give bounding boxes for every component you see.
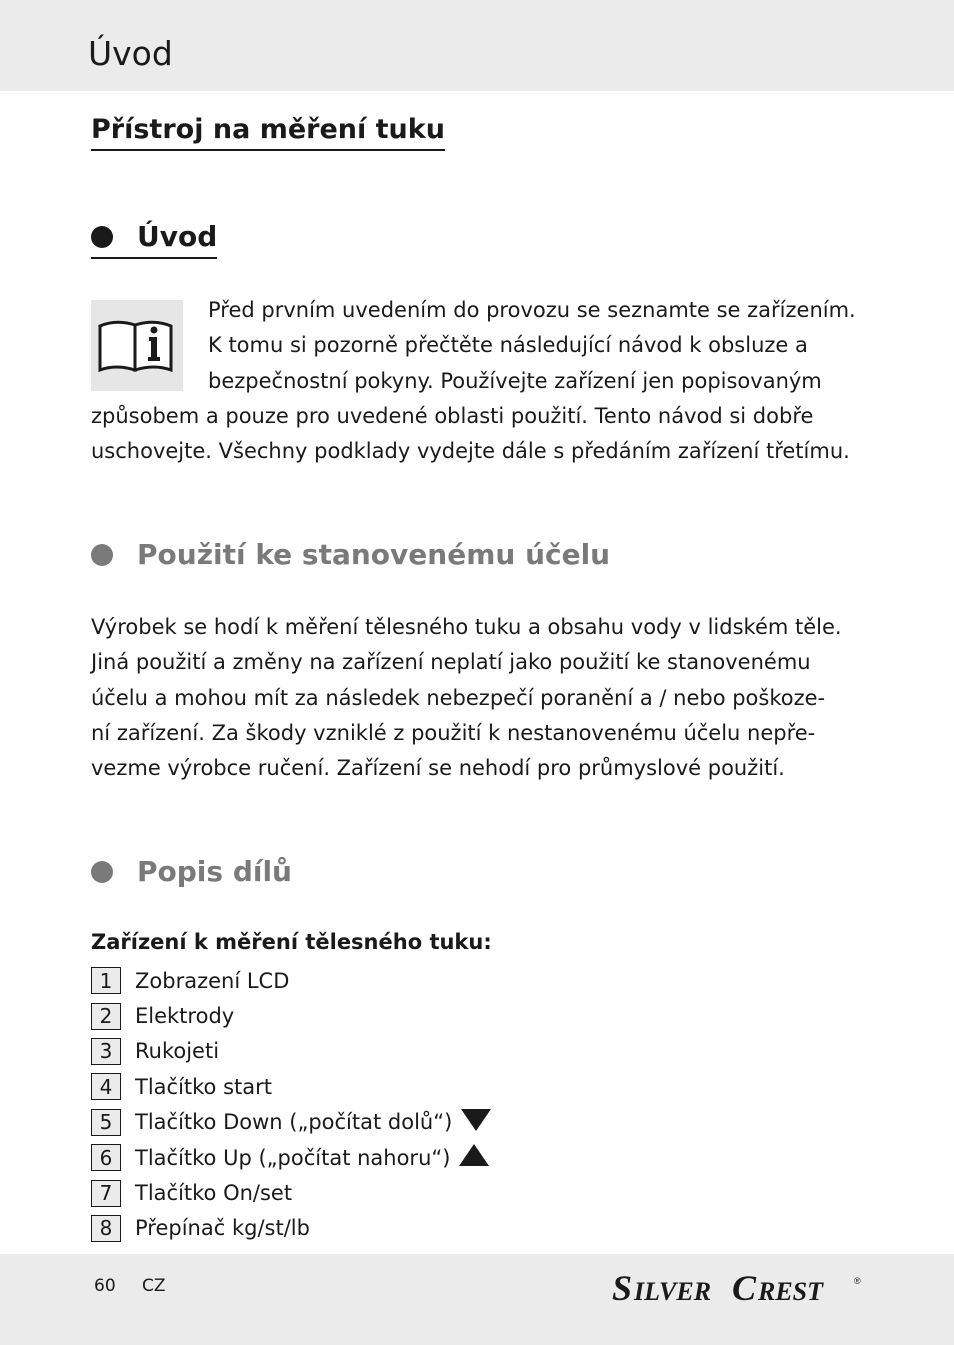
footer-bar [0,1254,954,1345]
intro-paragraph [91,293,866,469]
triangle-down-icon [460,1107,492,1138]
section-heading-parts [91,855,292,888]
section-heading-use-label: Použití ke stanovenému účelu [137,538,611,571]
list-item [91,1105,492,1140]
list-item [91,998,492,1033]
part-number: 3 [91,1038,121,1065]
bullet-icon [91,226,113,248]
list-item [91,963,492,998]
part-label: Zobrazení LCD [135,968,290,993]
section-heading-intro-label: Úvod [137,220,218,253]
part-number: 5 [91,1109,121,1136]
part-label: Tlačítko Down („počítat dolů“) [135,1110,453,1135]
use-line: účelu a mohou mít za následek nebezpečí poranění a / nebo poškoze- [91,685,826,710]
list-item [91,1211,492,1246]
intro-line: bezpečnostní pokyny. Používejte zařízení jen popisovaným [208,368,822,393]
use-line: ní zařízení. Za škody vzniklé z použití k nestanovenému účelu nepře- [91,720,816,745]
list-item [91,1140,492,1175]
part-label: Tlačítko On/set [135,1181,293,1206]
language-code: CZ [142,1276,166,1296]
part-number: 4 [91,1073,121,1100]
use-line: Jiná použití a změny na zařízení neplatí jako použití ke stanovenému [91,650,811,675]
section-heading-intro [91,220,217,259]
parts-list [91,963,492,1246]
intro-line: Před prvním uvedením do provozu se seznamte se zařízením. [208,298,856,322]
intro-line: K tomu si pozorně přečtěte následující návod k obsluze a [208,333,808,358]
use-paragraph [91,610,866,786]
header-bar [0,0,954,91]
silvercrest-logo [612,1266,864,1312]
svg-text:REST: REST [758,1277,824,1306]
svg-text:®: ® [854,1276,861,1286]
svg-text:S: S [612,1268,633,1308]
part-number: 6 [91,1144,121,1171]
bullet-icon [91,544,113,566]
part-label: Rukojeti [135,1039,220,1064]
parts-subheading: Zařízení k měření tělesného tuku: [91,930,492,954]
use-line: Výrobek se hodí k měření tělesného tuku a obsahu vody v lidském těle. [91,615,842,639]
list-item [91,1069,492,1104]
part-label: Přepínač kg/st/lb [135,1216,310,1241]
page-title: Přístroj na měření tuku [91,114,445,151]
use-line: vezme výrobce ručení. Zařízení se nehodí pro průmyslové použití. [91,756,785,781]
part-number: 1 [91,967,121,994]
svg-text:ILVER: ILVER [634,1277,712,1306]
section-heading-use [91,538,610,571]
triangle-up-icon [458,1142,490,1173]
header-title: Úvod [88,34,173,73]
list-item [91,1175,492,1210]
part-label: Tlačítko start [135,1074,272,1099]
svg-text:C: C [732,1268,757,1308]
intro-line: uschovejte. Všechny podklady vydejte dále s předáním zařízení třetímu. [91,439,850,464]
list-item [91,1034,492,1069]
page-number: 60 [94,1276,116,1296]
part-number: 8 [91,1215,121,1242]
part-number: 7 [91,1180,121,1207]
part-label: Elektrody [135,1004,235,1029]
bullet-icon [91,861,113,883]
part-label: Tlačítko Up („počítat nahoru“) [135,1145,451,1170]
intro-line: způsobem a pouze pro uvedené oblasti použití. Tento návod si dobře [91,403,814,428]
part-number: 2 [91,1003,121,1030]
section-heading-parts-label: Popis dílů [137,855,292,888]
